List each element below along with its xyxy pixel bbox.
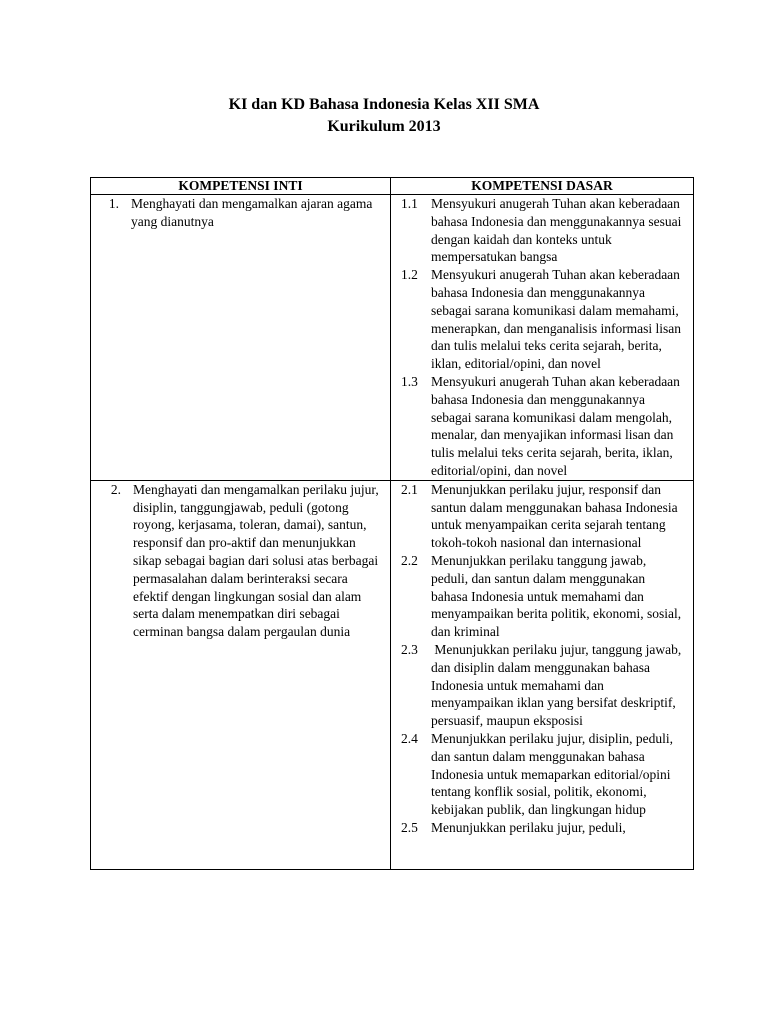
ki-cell (91, 195, 391, 481)
kd-number: 2.2 (401, 552, 418, 568)
kd-item (391, 730, 693, 819)
table-row (91, 480, 694, 869)
kd-number: 1.2 (401, 267, 418, 283)
ki-number: 1. (108, 196, 119, 211)
kd-text: Mensyukuri anugerah Tuhan akan keberadaan bahasa Indonesia dan menggunakannya sebagai sarana komunikasi dalam mengolah, menalar, dan menyajikan informasi lisan dan tulis melalui teks cerita sejarah, berita, iklan, editorial/opini, dan novel (431, 373, 680, 478)
kd-text: Menunjukkan perilaku jujur, disiplin, peduli, dan santun dalam menggunakan bahasa Indonesia untuk memaparkan editorial/opini tentang konflik sosial, politik, ekonomi, kebijakan publik, dan lingkungan hidup (431, 730, 674, 818)
kd-item (391, 266, 693, 373)
kd-number: 1.3 (401, 373, 418, 389)
ki-cell (91, 480, 391, 869)
kd-text: Mensyukuri anugerah Tuhan akan keberadaan bahasa Indonesia dan menggunakannya sesuai dengan kaidah dan konteks untuk mempersatukan bangsa (431, 196, 682, 265)
kd-text: Mensyukuri anugerah Tuhan akan keberadaan bahasa Indonesia dan menggunakannya sebagai sarana komunikasi dalam memahami, menerapkan, dan menganalisis informasi lisan dan tulis melalui teks cerita sejarah, berita, iklan, editorial/opini, dan novel (431, 267, 682, 372)
table-header-row (91, 178, 694, 195)
ki-text: Menghayati dan mengamalkan perilaku jujur, disiplin, tanggungjawab, peduli (gotong royong, kerjasama, toleran, damai), santun, responsif dan pro-aktif dan menunjukkan sikap sebagai bagian dari solusi atas berbagai permasalahan dalam berinteraksi secara efektif dengan lingkungan sosial dan alam serta dalam menempatkan diri sebagai cerminan bangsa dalam pergaulan dunia (133, 481, 379, 640)
kd-item (391, 552, 693, 641)
title-line-1: KI dan KD Bahasa Indonesia Kelas XII SMA (228, 96, 540, 113)
kd-text: Menunjukkan perilaku jujur, peduli, (431, 819, 626, 835)
document-title (0, 94, 768, 138)
kd-item (391, 481, 693, 552)
kd-item (391, 641, 693, 730)
kd-item (391, 819, 693, 837)
header-kompetensi-inti: KOMPETENSI INTI (91, 178, 391, 195)
kd-text: Menunjukkan perilaku tanggung jawab, peduli, dan santun dalam menggunakan bahasa Indonesia untuk memahami dan menyampaikan berita politik, ekonomi, sosial, dan kriminal (431, 552, 682, 640)
kd-number: 2.4 (401, 730, 418, 746)
kd-number: 2.1 (401, 481, 418, 497)
header-kompetensi-dasar: KOMPETENSI DASAR (391, 178, 694, 195)
ki-number: 2. (110, 481, 121, 497)
table-row (91, 195, 694, 481)
kd-number: 2.3 (401, 641, 418, 657)
ki-item (91, 195, 390, 231)
ki-kd-table (90, 177, 694, 870)
kd-cell (391, 195, 694, 481)
kd-text: Menunjukkan perilaku jujur, responsif dan santun dalam menggunakan bahasa Indonesia untuk menyampaikan cerita sejarah tentang tokoh-tokoh nasional dan internasional (431, 481, 678, 551)
title-line-2: Kurikulum 2013 (327, 118, 441, 135)
ki-text: Menghayati dan mengamalkan ajaran agama yang dianutnya (131, 196, 373, 229)
kd-cell (391, 480, 694, 869)
kd-number: 1.1 (401, 196, 418, 211)
kd-item (391, 373, 693, 480)
kd-item (391, 195, 693, 266)
kd-text: Menunjukkan perilaku jujur, tanggung jawab, dan disiplin dalam menggunakan bahasa Indonesia untuk memahami dan menyampaikan iklan yang bersifat deskriptif, persuasif, maupun eksposisi (431, 641, 685, 729)
kd-number: 2.5 (401, 819, 418, 835)
ki-item (91, 481, 390, 641)
